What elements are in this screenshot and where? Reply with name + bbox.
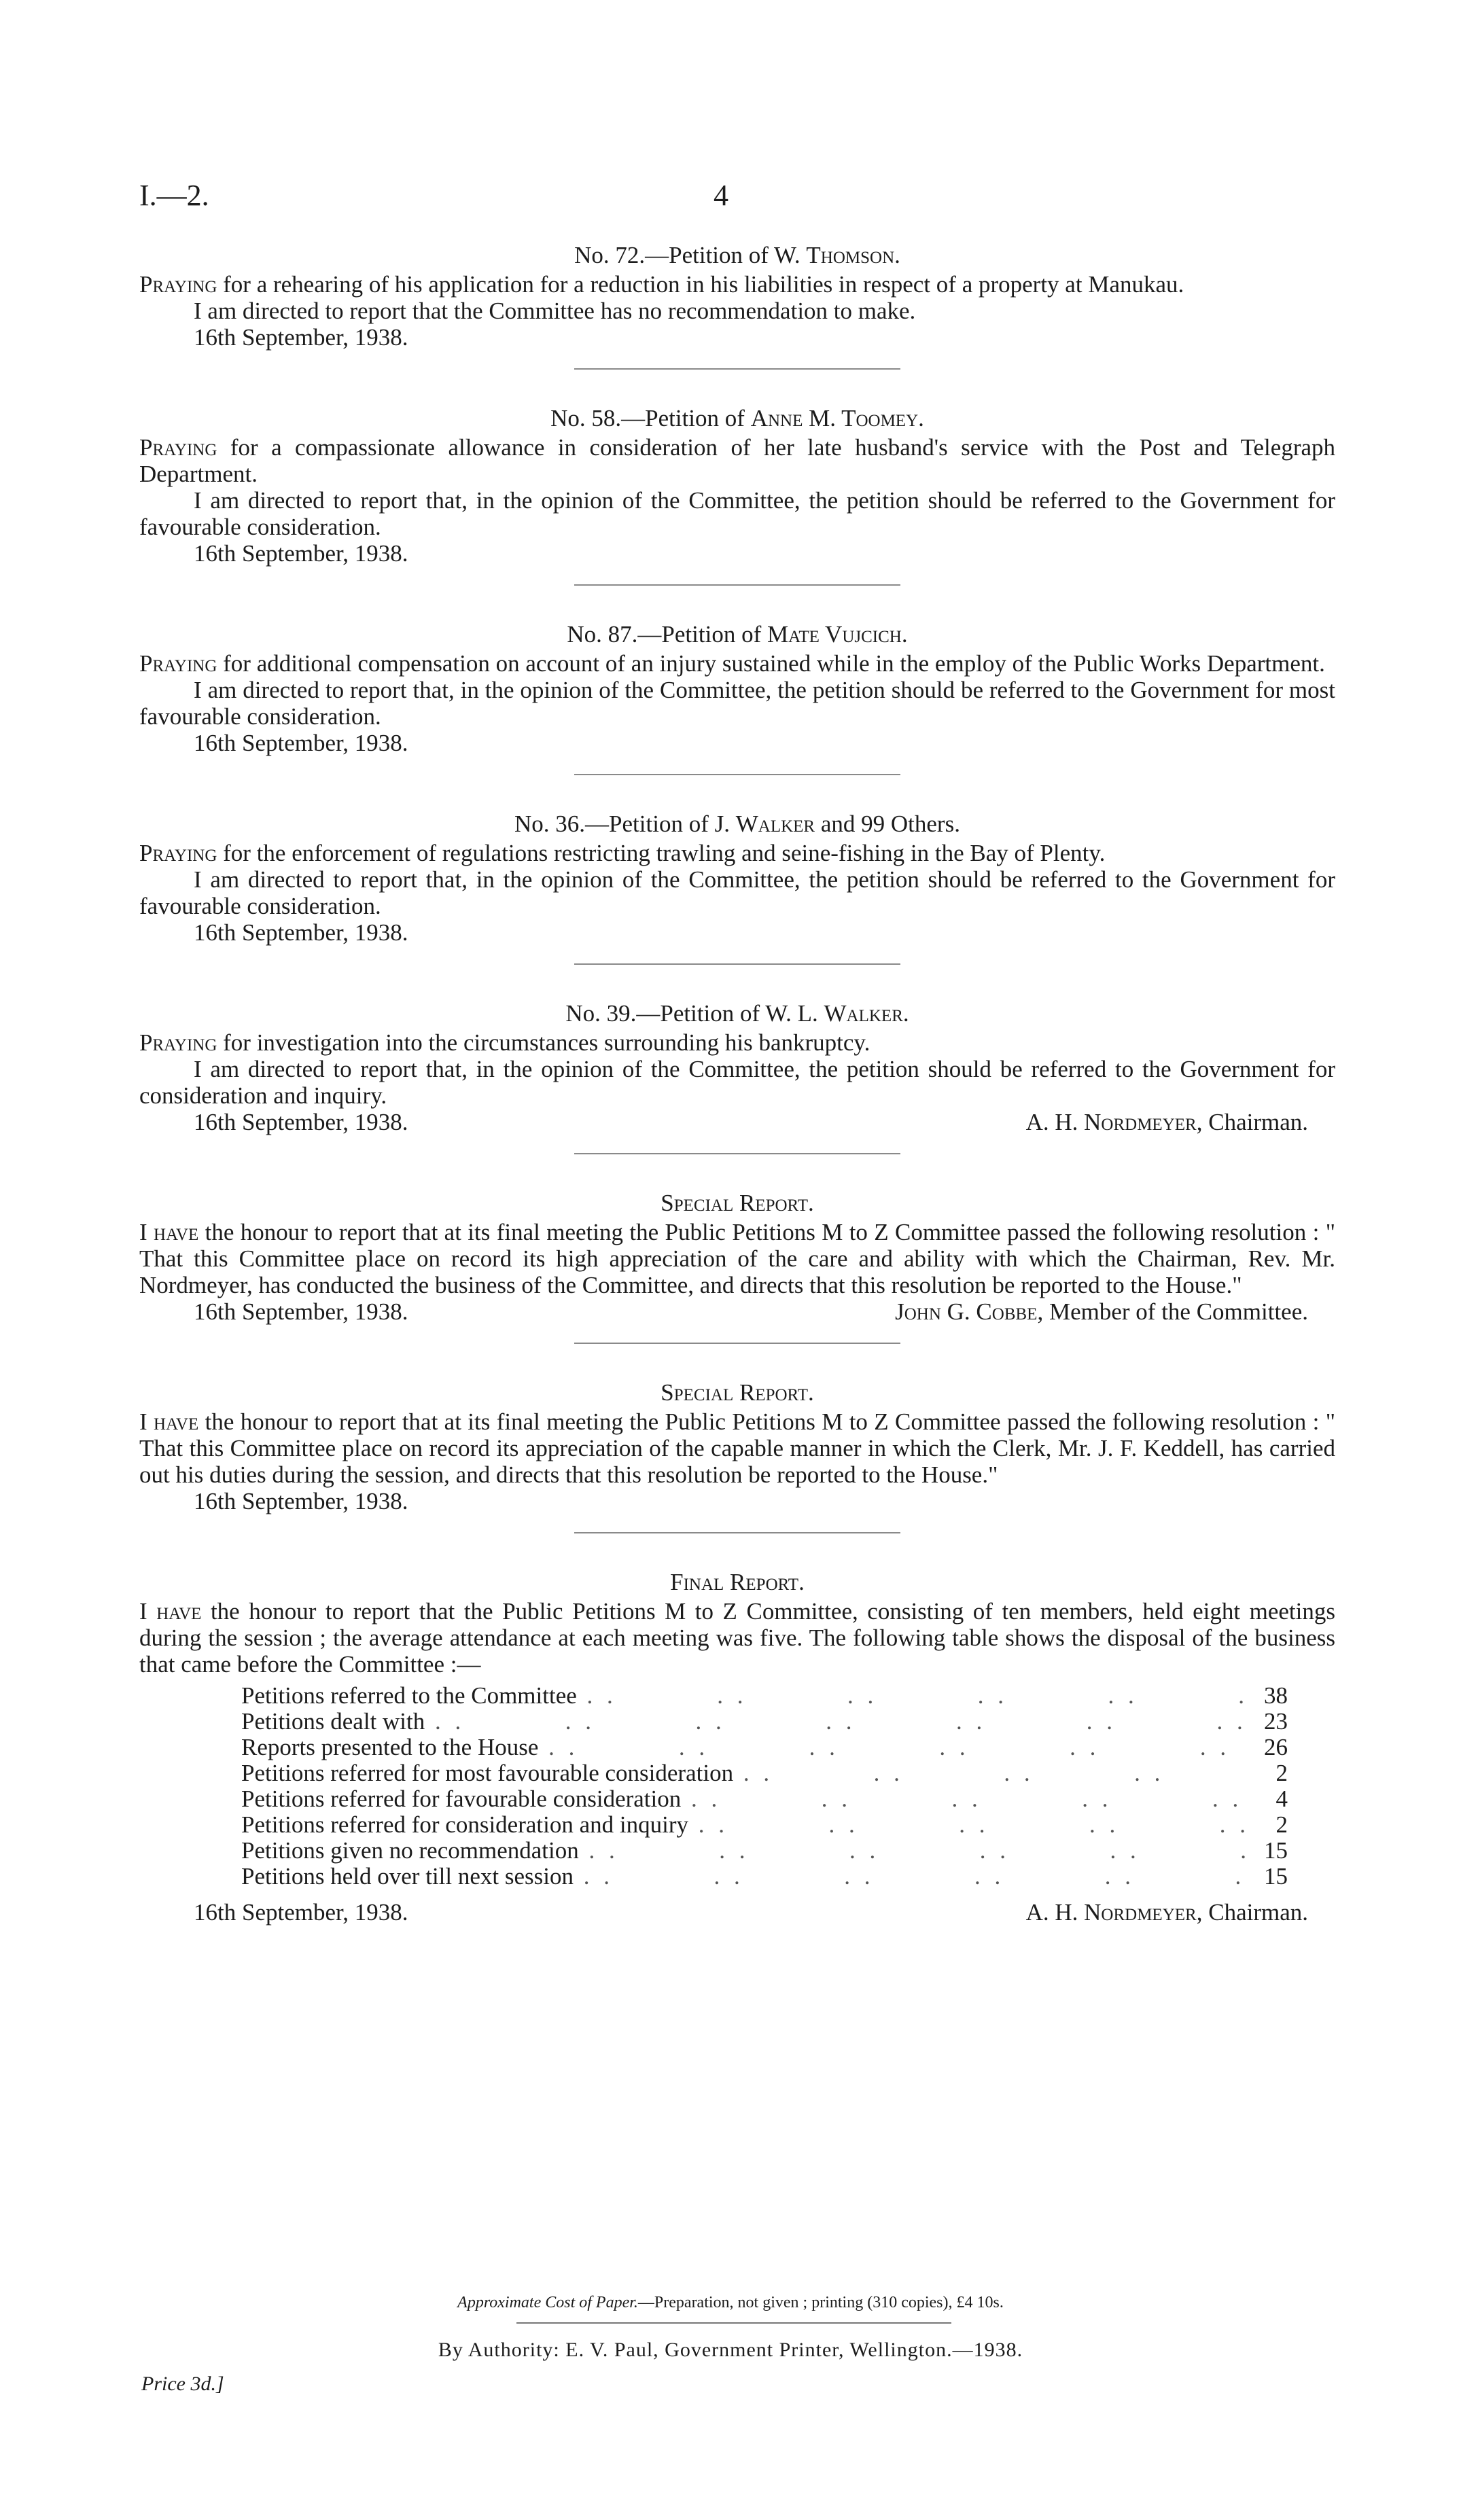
petition-report: I am directed to report that, in the opinion of the Committee, the petition should be referred to the Government for consideration and inquiry.	[139, 1056, 1335, 1109]
special-report-heading: Special Report.	[661, 1379, 814, 1406]
section-divider	[574, 368, 900, 370]
report-date: 16th September, 1938.	[194, 1488, 408, 1514]
final-report-text: I have the honour to report that the Public Petitions M to Z Committee, consisting of ten members, held eight meetings during the session ; the average attendance at each meeting was five. The following table shows the disposal of the business that came before the Committee :—	[139, 1598, 1336, 1678]
petition-praying: Praying for investigation into the circumstances surrounding his bankruptcy.	[139, 1029, 870, 1056]
petition-report: I am directed to report that, in the opinion of the Committee, the petition should be referred to the Government for most favourable consideration.	[139, 677, 1335, 730]
petition-report: I am directed to report that, in the opinion of the Committee, the petition should be referred to the Government for favourable consideration.	[139, 866, 1335, 919]
petition-date: 16th September, 1938.	[194, 540, 408, 567]
petition-section	[139, 1000, 1335, 1135]
printer-authority: By Authority: E. V. Paul, Government Printer, Wellington.—1938.	[438, 2339, 1023, 2361]
report-date: 16th September, 1938.	[194, 1899, 408, 1926]
chairman-signature: A. H. Nordmeyer, Chairman.	[1025, 1109, 1308, 1135]
special-report-text: I have the honour to report that at its final meeting the Public Petitions M to Z Committee passed the following resolution : " That this Committee place on record its appreciation of the capable manner in which the Clerk, Mr. J. F. Keddell, has carried out his duties during the session, and directs that this resolution be reported to the House."	[139, 1408, 1335, 1488]
section-divider	[574, 774, 900, 775]
petition-date: 16th September, 1938.	[194, 919, 408, 946]
petition-date: 16th September, 1938.	[194, 324, 408, 351]
table-row: Reports presented to the House . . 26	[241, 1735, 1288, 1760]
special-report-section	[139, 1379, 1335, 1514]
petition-title: No. 72.—Petition of W. Thomson.	[574, 242, 900, 268]
page-number: 4	[714, 179, 728, 212]
special-report-text: I have the honour to report that at its final meeting the Public Petitions M to Z Committee passed the following resolution : " That this Committee place on record its high appreciation of the care and ability with which the Chairman, Rev. Mr. Nordmeyer, has conducted the business of the Committee, and directs that this resolution be reported to the House."	[139, 1219, 1335, 1298]
special-report-section	[139, 1190, 1335, 1325]
petition-date: 16th September, 1938.	[194, 730, 408, 756]
table-row: Petitions referred for favourable consideration . . 4	[241, 1786, 1288, 1812]
table-row: Petitions given no recommendation . . 15	[241, 1838, 1288, 1864]
document-body	[139, 242, 1335, 1926]
petition-title: No. 87.—Petition of Mate Vujcich.	[567, 621, 908, 647]
special-report-heading: Special Report.	[661, 1190, 814, 1216]
table-row: Petitions dealt with . . 23	[241, 1709, 1288, 1735]
footer-divider	[516, 2322, 951, 2324]
final-report-heading: Final Report.	[670, 1569, 805, 1595]
price-note: Price 3d.]	[141, 2373, 224, 2395]
date-signature-row	[194, 1109, 1335, 1135]
date-signature-row	[194, 1298, 1335, 1325]
petition-section	[139, 811, 1335, 946]
date-signature-row	[194, 1899, 1335, 1926]
member-signature: John G. Cobbe, Member of the Committee.	[895, 1298, 1308, 1325]
table-row: Petitions referred for consideration and inquiry . . 2	[241, 1812, 1288, 1838]
table-row: Petitions referred for most favourable consideration . . 2	[241, 1760, 1288, 1786]
final-report-section	[139, 1569, 1335, 1926]
petition-section	[139, 405, 1335, 567]
chairman-signature: A. H. Nordmeyer, Chairman.	[1025, 1899, 1308, 1926]
petition-praying: Praying for a compassionate allowance in consideration of her late husband's service with the Post and Telegraph Department.	[139, 434, 1336, 487]
petition-title: No. 58.—Petition of Anne M. Toomey.	[550, 405, 924, 431]
petition-title: No. 39.—Petition of W. L. Walker.	[565, 1000, 909, 1027]
petition-praying: Praying for a rehearing of his application for a reduction in his liabilities in respect of a property at Manukau.	[139, 271, 1184, 298]
section-divider	[574, 1532, 900, 1533]
disposal-table	[241, 1683, 1288, 1889]
report-date: 16th September, 1938.	[194, 1298, 408, 1325]
paper-reference: I.—2.	[139, 179, 209, 212]
petition-report: I am directed to report that the Committee has no recommendation to make.	[194, 298, 916, 324]
table-row: Petitions held over till next session . . 15	[241, 1864, 1288, 1889]
petition-section	[139, 242, 1335, 351]
table-row: Petitions referred to the Committee . . 38	[241, 1683, 1288, 1709]
section-divider	[574, 963, 900, 965]
section-divider	[574, 584, 900, 586]
petition-report: I am directed to report that, in the opinion of the Committee, the petition should be referred to the Government for favourable consideration.	[139, 487, 1335, 540]
cost-of-paper-note: Approximate Cost of Paper.—Preparation, not given ; printing (310 copies), £4 10s.	[457, 2294, 1004, 2311]
petition-title: No. 36.—Petition of J. Walker and 99 Others.	[514, 811, 960, 837]
petition-section	[139, 621, 1335, 756]
petition-praying: Praying for additional compensation on account of an injury sustained while in the employ of the Public Works Department.	[139, 650, 1325, 677]
section-divider	[574, 1153, 900, 1154]
section-divider	[574, 1343, 900, 1344]
petition-date: 16th September, 1938.	[194, 1109, 408, 1135]
petition-praying: Praying for the enforcement of regulations restricting trawling and seine-fishing in the Bay of Plenty.	[139, 840, 1106, 866]
